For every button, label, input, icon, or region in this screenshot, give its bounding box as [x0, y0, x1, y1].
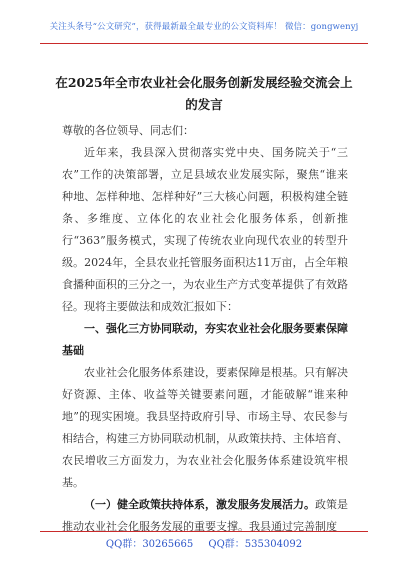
section-paragraph: 农业社会化服务体系建设，要素保障是根基。只有解决好资源、主体、收益等关键要素问题，才能破解“谁来种地”的现实困境。我县坚持政府引导、市场主导、农民参与相结合，构建三方协同联动机制，从政策扶持、主体培育、农民增收三方面发力，为农业社会化服务体系建设筑牢根基。 [62, 366, 348, 489]
subsection-text: 政策是推动农业社会化服务发展的重要支撑。我县通过完善制度 [62, 498, 348, 533]
qq-group-1: QQ群：30265665 [105, 539, 194, 550]
qq-group-2: QQ群：535304092 [208, 539, 303, 550]
subsection-heading: （一）健全政策扶持体系，激发服务发展活力。 [84, 498, 315, 511]
document-title: 在2025年全市农业社会化服务创新发展经验交流会上的发言 [55, 75, 353, 112]
header-divider [40, 43, 368, 44]
salutation: 尊敬的各位领导、同志们： [62, 124, 194, 137]
header-note: 关注头条号“公文研究”，获得最新最全最专业的公文资料库！ 微信：gongwenyj [49, 22, 359, 32]
intro-paragraph: 近年来，我县深入贯彻落实党中央、国务院关于“三农”工作的决策部署，立足县域农业发展实际，聚焦“谁来种地、怎样种地、怎样种好”三大核心问题，积极构建全链条、多维度、立体化的农业社会化服务体系，创新推行“363”服务模式，实现了传统农业向现代农业的转型升级。2024年，全县农业托管服务面积达11万亩，占全年粮食播种面积的三分之一，为农业生产方式变革提供了有效路径。现将主要做法和成效汇报如下： [62, 146, 348, 313]
footer-divider [40, 531, 368, 532]
section-heading: 一、强化三方协同联动，夯实农业社会化服务要素保障基础 [62, 322, 348, 357]
footer-contacts [0, 535, 408, 550]
document-body [62, 120, 348, 538]
